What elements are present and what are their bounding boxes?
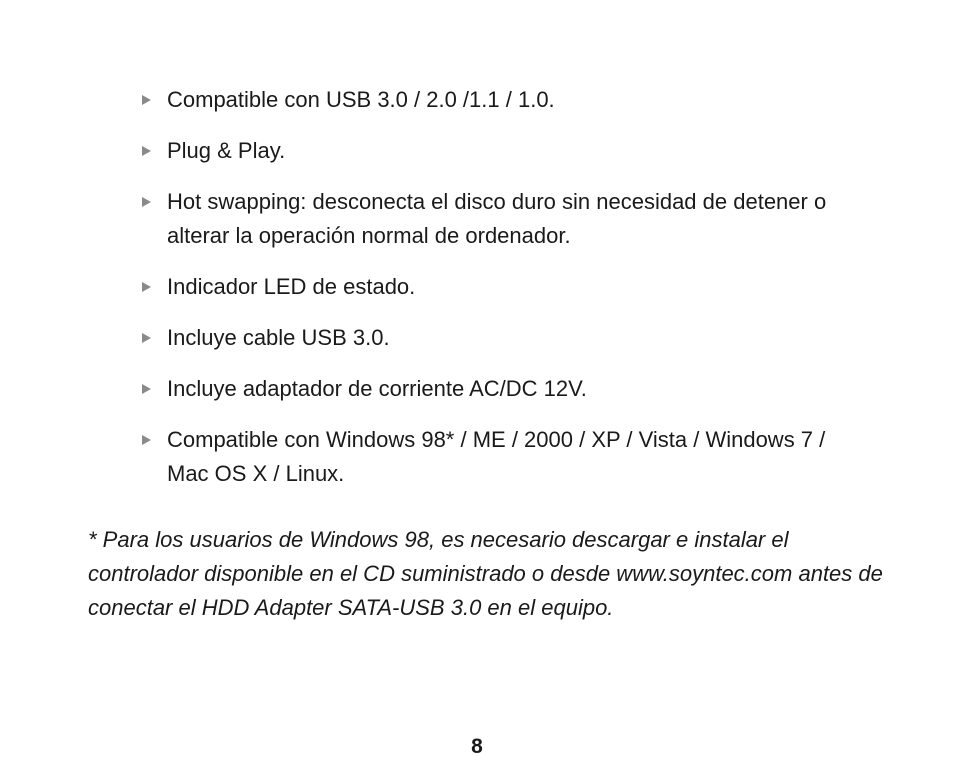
feature-text: Plug & Play.	[167, 138, 286, 163]
feature-item	[142, 134, 842, 168]
triangle-bullet-icon	[142, 282, 151, 292]
feature-item	[142, 83, 842, 117]
feature-item	[142, 423, 842, 491]
feature-text: Incluye adaptador de corriente AC/DC 12V.	[167, 376, 587, 401]
feature-item	[142, 321, 842, 355]
feature-item	[142, 185, 842, 253]
feature-text: Compatible con Windows 98* / ME / 2000 / XP / Vista / Windows 7 / Mac OS X / Linux.	[167, 427, 826, 486]
triangle-bullet-icon	[142, 95, 151, 105]
triangle-bullet-icon	[142, 146, 151, 156]
feature-list	[142, 83, 842, 508]
feature-text: Compatible con USB 3.0 / 2.0 /1.1 / 1.0.	[167, 87, 555, 112]
footnote: * Para los usuarios de Windows 98, es necesario descargar e instalar el controlador disponible en el CD suministrado o desde www.soyntec.com antes de conectar el HDD Adapter SATA-USB 3.0 en el equipo.	[88, 527, 883, 620]
feature-text: Indicador LED de estado.	[167, 274, 416, 299]
triangle-bullet-icon	[142, 333, 151, 343]
triangle-bullet-icon	[142, 197, 151, 207]
feature-text: Incluye cable USB 3.0.	[167, 325, 390, 350]
triangle-bullet-icon	[142, 435, 151, 445]
page-number: 8	[471, 735, 483, 758]
feature-item	[142, 270, 842, 304]
feature-text: Hot swapping: desconecta el disco duro sin necesidad de detener o alterar la operación normal de ordenador.	[167, 189, 827, 248]
feature-item	[142, 372, 842, 406]
triangle-bullet-icon	[142, 384, 151, 394]
